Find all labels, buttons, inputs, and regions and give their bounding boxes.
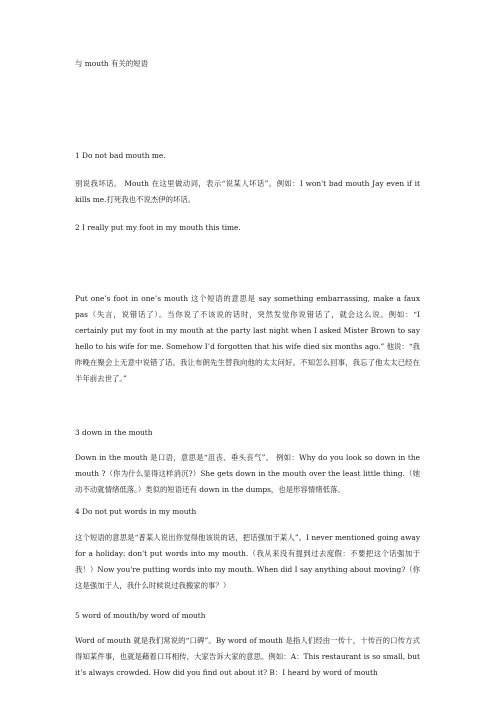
section-3-heading: 3 down in the mouth bbox=[75, 428, 153, 437]
section-1-heading: 1 Do not bad mouth me. bbox=[75, 151, 166, 160]
section-5-heading: 5 word of mouth/by word of mouth bbox=[75, 611, 206, 620]
section-4-body: 这个短语的意思是“普某人说出你觉得他该说的话，把话强加于某人”。I never mentioned going away for a holiday: don't put words into my mouth.（我从来没有提到过去度假：不要把这个话强加于我！）Now you're putting words into my mouth. When did I say anything about moving?（你这是强加于人，我什么时候说过我搬家的事？） bbox=[75, 533, 420, 590]
document-title: 与 mouth 有关的短语 bbox=[75, 59, 148, 68]
section-1-body: 别说我坏话。 Mouth 在这里做动词，表示“说某人坏话”。例如：I won't bad mouth Jay even if it kills me.打死我也不说杰伊的坏话。 bbox=[75, 179, 420, 204]
section-2-heading: 2 I really put my foot in my mouth this time. bbox=[75, 223, 241, 232]
section-3-body: Down in the mouth 是口语，意思是“沮丧、垂头丧气”。 例如：Why do you look so down in the mouth ?（你为什么显得这样消沉?）She gets down in the mouth over the least little thing.（她动不动就情绪低落。）类似的短语还有 down in the dumps，也是形容情绪低落。 bbox=[75, 453, 420, 494]
section-2-body: Put one’s foot in one’s mouth 这个短语的意思是 say something embarrassing, make a faux pas（失言，说错话了）。当你说了不该说的话时，突然发觉你说错话了，就会这么说。例如：“I certainly put my foot in my mouth at the party last night when I asked Mister Brown to say hello to his wife for me. Somehow I’d forgotten that his wife died six months ago.” 他说：“我昨晚在聚会上无意中说错了话。我让布朗先生替我向他的太太问好。不知怎么回事，我忘了他太太已经在半年前去世了。” bbox=[75, 294, 420, 383]
section-5-body: Word of mouth 就是我们常说的“口碑”。By word of mouth 是指人们经由一传十，十传百的口传方式得知某件事，也就是藉着口耳相传，大家告诉大家的意思。例如：A：This restaurant is so small, but it's always crowded. How did you find out about it? B：I heard by word of mouth bbox=[75, 636, 420, 677]
section-4-heading: 4 Do not put words in my mouth bbox=[75, 507, 197, 516]
